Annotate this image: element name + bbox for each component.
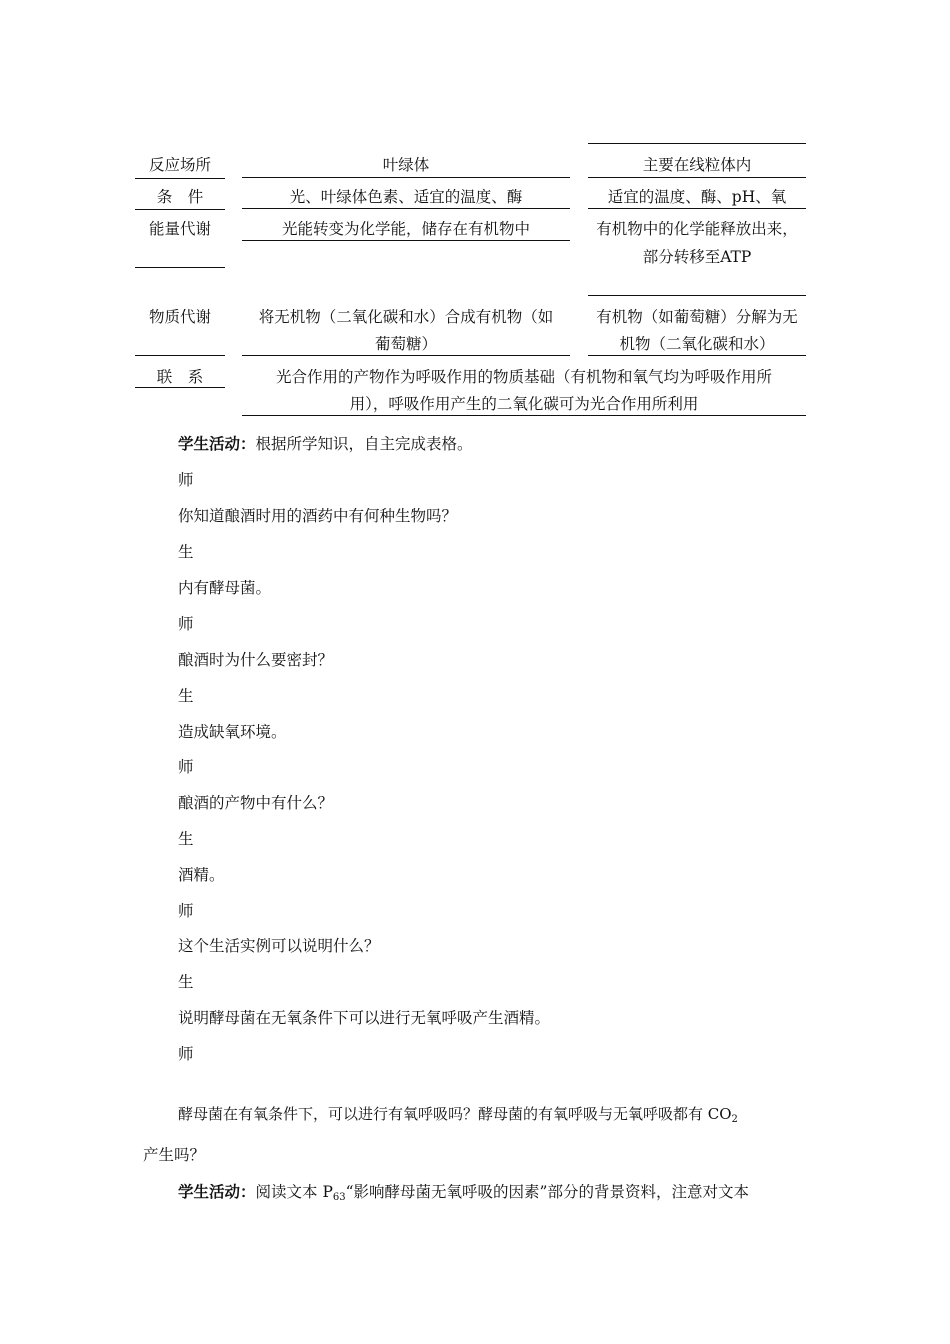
photo-energy: 光能转变为化学能，储存在有机物中 — [281, 220, 530, 238]
question-line1 — [178, 1103, 738, 1125]
dialogue-line: 内有酵母菌。 — [178, 579, 272, 597]
activity-label: 学生活动： — [178, 434, 256, 453]
photo-conditions: 光、叶绿体色素、适宜的温度、酶 — [289, 188, 523, 206]
speaker-teacher: 师 — [178, 902, 194, 920]
speaker-teacher: 师 — [178, 1045, 194, 1063]
table-rule — [242, 208, 570, 209]
table-rule — [242, 355, 570, 356]
table-rule — [242, 177, 570, 178]
activity-text: 根据所学知识，自主完成表格。 — [255, 435, 473, 453]
student-activity-2 — [178, 1180, 749, 1203]
dialogue-line: 酿酒的产物中有什么？ — [178, 794, 334, 812]
question-text: 酵母菌在有氧条件下，可以进行有氧呼吸吗？酵母菌的有氧呼吸与无氧呼吸都有 CO — [178, 1105, 732, 1123]
activity-text: 阅读文本 P — [255, 1183, 333, 1201]
row-label-energy: 能量代谢 — [148, 220, 211, 238]
row-label-conditions: 条 件 — [156, 188, 204, 206]
speaker-teacher: 师 — [178, 758, 194, 776]
photo-matter-line2: 葡萄糖） — [374, 335, 437, 353]
speaker-teacher: 师 — [178, 615, 194, 633]
photo-matter-line1: 将无机物（二氧化碳和水）合成有机物（如 — [258, 308, 554, 326]
speaker-teacher: 师 — [178, 471, 194, 489]
subscript: 63 — [332, 1192, 346, 1203]
speaker-student: 生 — [178, 830, 194, 848]
speaker-student: 生 — [178, 687, 194, 705]
dialogue-line: 说明酵母菌在无氧条件下可以进行无氧呼吸产生酒精。 — [178, 1009, 551, 1027]
row-label-matter: 物质代谢 — [148, 308, 211, 326]
question-line2: 产生吗？ — [143, 1146, 206, 1164]
table-rule — [135, 267, 225, 268]
relation-line2: 用），呼吸作用产生的二氧化碳可为光合作用所利用 — [349, 395, 699, 413]
speaker-student: 生 — [178, 543, 194, 561]
table-rule — [588, 355, 806, 356]
table-rule — [588, 177, 806, 178]
subscript: 2 — [731, 1114, 738, 1125]
table-rule — [242, 415, 806, 416]
resp-matter-line2: 机物（二氧化碳和水） — [619, 335, 775, 353]
resp-matter-line1: 有机物（如葡萄糖）分解为无 — [596, 308, 798, 326]
row-label-relation: 联 系 — [156, 368, 204, 386]
relation-line1: 光合作用的产物作为呼吸作用的物质基础（有机物和氧气均为呼吸作用所 — [275, 368, 772, 386]
row-label-location: 反应场所 — [148, 156, 211, 174]
dialogue-line: 这个生活实例可以说明什么？ — [178, 937, 380, 955]
activity-label: 学生活动： — [178, 1182, 256, 1201]
dialogue-line: 酿酒时为什么要密封？ — [178, 651, 334, 669]
activity-text-cont: “影响酵母菌无氧呼吸的因素”部分的背景资料，注意对文本 — [345, 1183, 749, 1201]
photo-location: 叶绿体 — [382, 156, 430, 174]
table-rule — [135, 178, 225, 179]
table-rule — [135, 355, 225, 356]
speaker-student: 生 — [178, 973, 194, 991]
table-rule — [588, 295, 806, 296]
table-rule — [588, 143, 806, 144]
table-rule — [242, 240, 570, 241]
table-rule — [135, 387, 225, 388]
table-rule — [588, 208, 806, 209]
student-activity-1 — [178, 432, 473, 454]
resp-conditions: 适宜的温度、酶、pH、氧 — [607, 188, 787, 206]
resp-energy-line1: 有机物中的化学能释放出来， — [596, 220, 798, 238]
table-rule — [135, 209, 225, 210]
dialogue-line: 造成缺氧环境。 — [178, 723, 287, 741]
dialogue-line: 你知道酿酒时用的酒药中有何种生物吗？ — [178, 507, 458, 525]
resp-energy-line2: 部分转移至ATP — [642, 248, 752, 266]
dialogue-line: 酒精。 — [178, 866, 225, 884]
resp-location: 主要在线粒体内 — [642, 156, 752, 174]
